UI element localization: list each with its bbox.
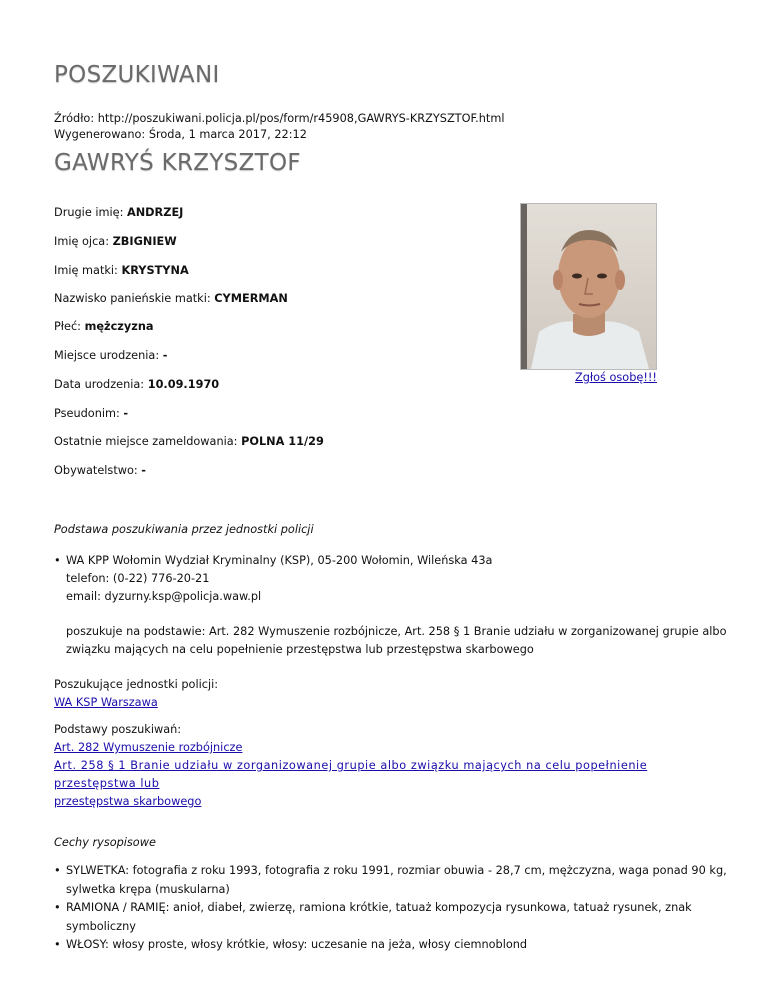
basis-wanted-line-1: poszukuje na podstawie: Art. 282 Wymuszenie rozbójnicze, Art. 258 § 1 Branie udziału w zorganizowanej grupie albo <box>66 625 727 638</box>
source-line: Źródło: http://poszukiwani.policja.pl/pos/form/r45908,GAWRYS-KRZYSZTOF.html <box>54 112 505 125</box>
field-citizenship: Obywatelstwo: - <box>54 464 146 477</box>
feature-item-silhouette: • SYLWETKA: fotografia z roku 1993, fotografia z roku 1991, rozmiar obuwia - 28,7 cm, mężczyzna, waga ponad 90 kg, sylwetka krępa (muskularna) <box>54 862 744 899</box>
field-father-name: Imię ojca: ZBIGNIEW <box>54 235 177 248</box>
generated-line: Wygenerowano: Środa, 1 marca 2017, 22:12 <box>54 128 307 141</box>
feature-item-arms: • RAMIONA / RAMIĘ: anioł, diabeł, zwierzę, ramiona krótkie, tatuaż kompozycja rysunkowa, tatuaż rysunek, znak symboliczny <box>54 899 744 936</box>
report-person-link[interactable]: Zgłoś osobę!!! <box>575 371 657 384</box>
field-mother-name: Imię matki: KRYSTYNA <box>54 264 189 277</box>
features-heading: Cechy rysopisowe <box>54 836 156 849</box>
field-birthdate: Data urodzenia: 10.09.1970 <box>54 378 220 391</box>
features-list <box>54 862 744 955</box>
field-mother-maiden-name: Nazwisko panieńskie matki: CYMERMAN <box>54 292 288 305</box>
person-name: GAWRYŚ KRZYSZTOF <box>54 150 301 176</box>
ground-link-art-282[interactable]: Art. 282 Wymuszenie rozbójnicze <box>54 741 243 754</box>
grounds-block <box>54 721 724 811</box>
field-sex: Płeć: mężczyzna <box>54 320 154 333</box>
field-birthplace: Miejsce urodzenia: - <box>54 349 168 362</box>
basis-phone-line: telefon: (0-22) 776-20-21 <box>66 572 210 585</box>
person-photo <box>520 203 657 370</box>
person-photo-image <box>521 204 656 369</box>
field-second-name: Drugie imię: ANDRZEJ <box>54 206 184 219</box>
ground-link-art-258[interactable]: Art. 258 § 1 Branie udziału w zorganizowanej grupie albo związku mających na celu popełnienie przestępstwa lub <box>54 759 648 790</box>
field-last-address: Ostatnie miejsce zameldowania: POLNA 11/29 <box>54 435 324 448</box>
feature-item-hair: • WŁOSY: włosy proste, włosy krótkie, włosy: uczesanie na jeża, włosy ciemnoblond <box>54 936 744 955</box>
ground-link-art-258-cont[interactable]: przestępstwa skarbowego <box>54 795 202 808</box>
units-label: Poszukujące jednostki policji: <box>54 678 219 691</box>
grounds-label: Podstawy poszukiwań: <box>54 723 182 736</box>
units-block <box>54 676 218 712</box>
field-nickname: Pseudonim: - <box>54 407 129 420</box>
basis-unit-line: • WA KPP Wołomin Wydział Kryminalny (KSP), 05-200 Wołomin, Wileńska 43a <box>54 552 734 570</box>
basis-block <box>54 552 734 659</box>
basis-email-line: email: dyzurny.ksp@policja.waw.pl <box>66 590 262 603</box>
page-title: POSZUKIWANI <box>54 62 220 88</box>
source-info <box>54 111 504 143</box>
unit-link-wa-ksp[interactable]: WA KSP Warszawa <box>54 696 158 709</box>
basis-heading: Podstawa poszukiwania przez jednostki policji <box>54 523 314 536</box>
basis-wanted-line-2: związku mających na celu popełnienie przestępstwa lub przestępstwa skarbowego <box>66 643 534 656</box>
